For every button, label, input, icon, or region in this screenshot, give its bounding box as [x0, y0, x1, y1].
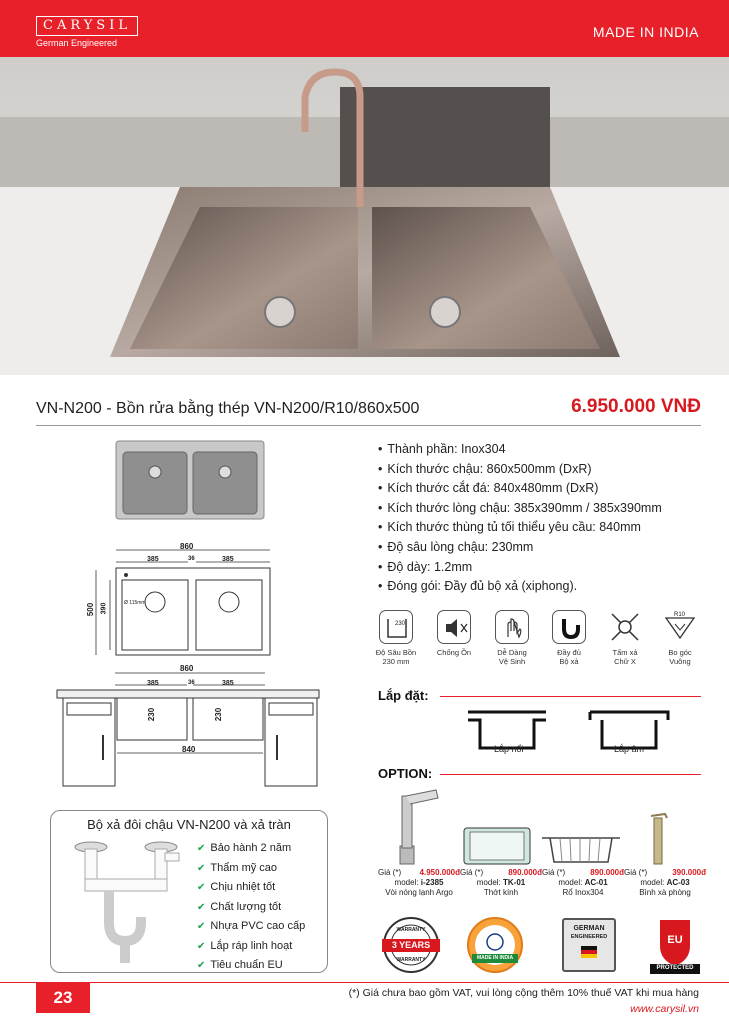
- brand-name: CARYSIL: [36, 16, 138, 36]
- feature-square-corner: R10 Bo góc Vuông: [655, 610, 705, 666]
- depth-icon: 230: [379, 610, 413, 644]
- product-price: 6.950.000 VNĐ: [571, 396, 701, 417]
- option-divider: [440, 774, 701, 775]
- soap-dispenser-icon: [645, 808, 675, 866]
- option-cutting-board: Giá (*) 890.000đ model: TK-01 Thớt kính: [460, 868, 542, 897]
- feature-drain-kit: Đầy đủ Bộ xả: [544, 610, 594, 666]
- dim-section-left: 385: [147, 680, 159, 687]
- spec-item: • Kích thước chậu: 860x500mm (DxR): [378, 460, 662, 480]
- brand-logo: [36, 16, 138, 49]
- warranty-badge: 3 YEARS WARRANTY WARRANTY: [382, 916, 440, 974]
- spec-item: • Kích thước thùng tủ tối thiểu yêu cầu: 840mm: [378, 518, 662, 538]
- kit-title: Bộ xả đôi chậu VN-N200 và xả tràn: [87, 817, 291, 832]
- dim-cabinet: 840: [182, 745, 196, 754]
- kit-benefit-list: [197, 839, 305, 976]
- spec-list: [378, 440, 662, 597]
- header-bar: [0, 0, 729, 57]
- hero-photo: [0, 57, 729, 375]
- spec-item: • Kích thước cắt đá: 840x480mm (DxR): [378, 479, 662, 499]
- spec-item: • Độ dày: 1.2mm: [378, 558, 662, 578]
- kit-benefit: ✔ Lắp ráp linh hoạt: [197, 937, 305, 957]
- product-title-row: [36, 396, 701, 426]
- dim-bowl-depth-right: 230: [214, 707, 224, 722]
- vat-note: (*) Giá chưa bao gồm VAT, vui lòng cộng thêm 10% thuế VAT khi mua hàng: [348, 987, 699, 999]
- kit-benefit: ✔ Tiêu chuẩn EU: [197, 956, 305, 976]
- product-title: VN-N200 - Bồn rửa bằng thép VN-N200/R10/860x500: [36, 400, 420, 417]
- eu-protected-badge: EU PROTECTED: [650, 916, 708, 974]
- made-in-india-badge: MADE IN INDIA: [466, 916, 524, 974]
- drain-kit-photo: [69, 833, 189, 969]
- dim-section-width: 860: [180, 664, 194, 673]
- dim-gap: 36: [188, 556, 195, 562]
- website-link[interactable]: www.carysil.vn: [630, 1003, 699, 1015]
- drain-kit-icon: [552, 610, 586, 644]
- feature-noise: Chống Ồn: [429, 610, 479, 657]
- dim-inner: 390: [100, 602, 108, 615]
- kit-benefit: ✔ Nhựa PVC cao cấp: [197, 917, 305, 937]
- dim-section-right: 385: [222, 680, 234, 687]
- spec-item: • Đóng gói: Đầy đủ bộ xả (xiphong).: [378, 577, 662, 597]
- x-drain-icon: [608, 610, 642, 644]
- dim-bowl-depth-left: 230: [147, 707, 157, 722]
- spec-item: • Kích thước lòng chậu: 385x390mm / 385x390mm: [378, 499, 662, 519]
- kit-benefit: ✔ Chịu nhiệt tốt: [197, 878, 305, 898]
- option-heading: OPTION:: [378, 766, 433, 781]
- feature-easy-clean: Dễ Dàng Vệ Sinh: [487, 610, 537, 666]
- drain-kit-box: [50, 810, 328, 973]
- install-divider: [440, 696, 701, 697]
- page-number: 23: [36, 983, 90, 1013]
- made-in-label: MADE IN INDIA: [592, 24, 699, 40]
- spec-item: • Thành phần: Inox304: [378, 440, 662, 460]
- cutting-board-icon: [462, 826, 532, 866]
- dim-drain: Ø 115mm: [124, 600, 146, 606]
- undermount-label: Lắp âm: [614, 744, 645, 754]
- feature-depth: 230 Độ Sâu Bồn 230 mm: [371, 610, 421, 666]
- option-soap-dispenser: Giá (*) 390.000đ model: AC-03 Bình xà phòng: [624, 868, 706, 897]
- kit-benefit: ✔ Bảo hành 2 năm: [197, 839, 305, 859]
- option-rack: Giá (*) 890.000đ model: AC-01 Rổ Inox304: [542, 868, 624, 897]
- plan-drawing: [80, 540, 280, 658]
- dim-bowl-left: 385: [147, 556, 159, 563]
- rack-icon: [540, 830, 622, 866]
- feature-x-drain: Tấm xả Chữ X: [600, 610, 650, 666]
- spec-item: • Độ sâu lòng chậu: 230mm: [378, 538, 662, 558]
- easy-clean-icon: [495, 610, 529, 644]
- square-corner-icon: R10: [663, 610, 697, 644]
- dim-width: 860: [180, 542, 194, 551]
- dim-depth: 500: [86, 602, 96, 617]
- option-faucet: Giá (*) 4.950.000đ model: i-2385 Vòi nóng lạnh Argo: [378, 868, 460, 897]
- dim-section-gap: 36: [188, 680, 195, 686]
- surface-mount-label: Lắp nổi: [494, 744, 524, 754]
- faucet-icon: [392, 786, 442, 866]
- install-heading: Lắp đặt:: [378, 688, 429, 703]
- kit-benefit: ✔ Chất lượng tốt: [197, 898, 305, 918]
- noise-reduction-icon: [437, 610, 471, 644]
- kit-benefit: ✔ Thẩm mỹ cao: [197, 859, 305, 879]
- dim-bowl-right: 385: [222, 556, 234, 563]
- footer-divider: [0, 982, 729, 983]
- brand-tagline: German Engineered: [36, 38, 118, 48]
- german-engineered-badge: GERMAN ENGINEERED: [560, 916, 618, 974]
- sink-top-view: [115, 440, 265, 520]
